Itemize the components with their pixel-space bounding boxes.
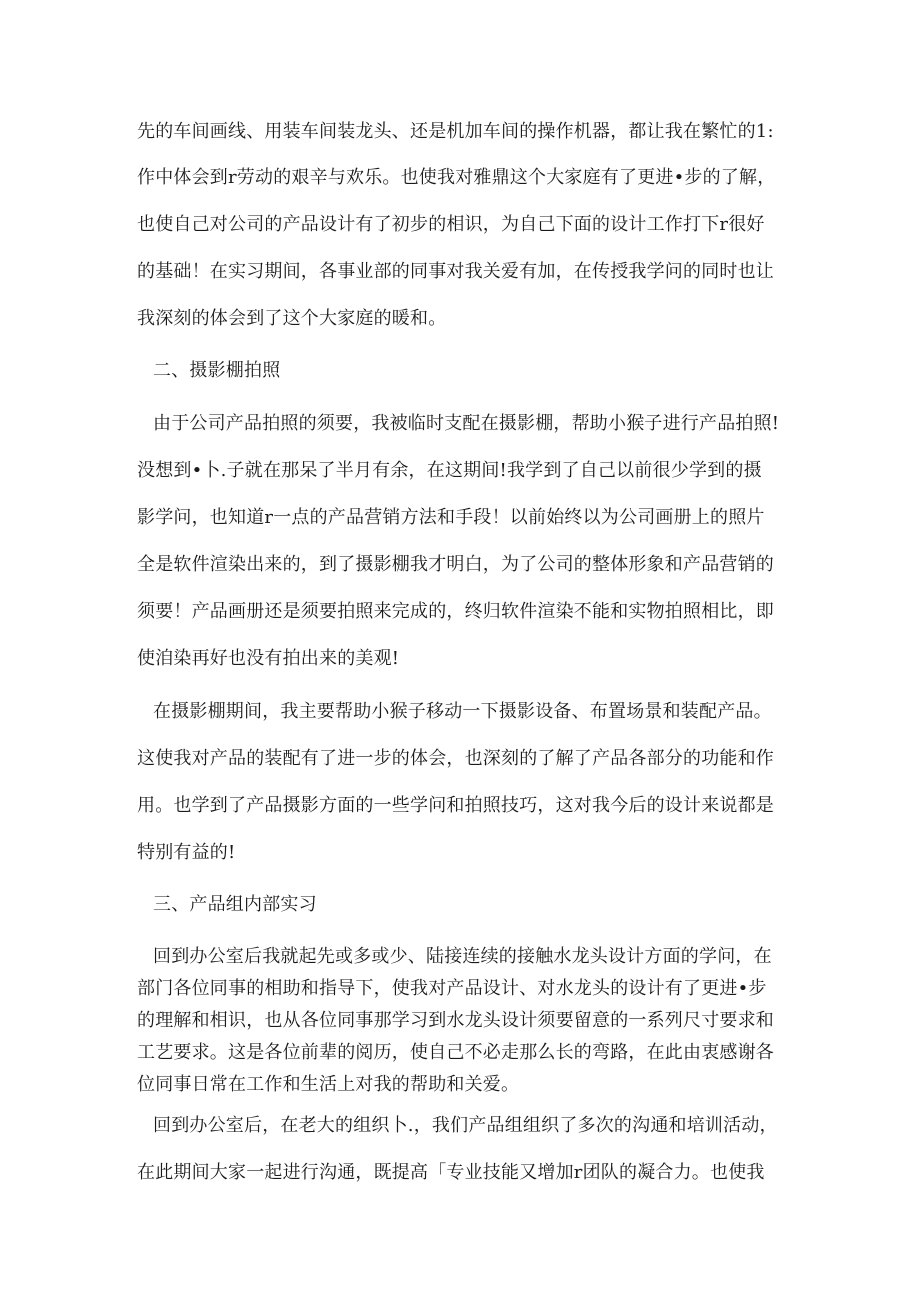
section-heading: 三、产品组内部实习 <box>153 894 317 915</box>
paragraph-line: 作中体会到r劳动的艰辛与欢乐。也使我对雅鼎这个大家庭有了更进•步的了解， <box>137 167 776 188</box>
paragraph-line: 回到办公室后我就起先或多或少、陆接连续的接触水龙头设计方面的学问，在 <box>153 946 772 967</box>
paragraph-line: 部门各位同事的相助和指导下，使我对产品设计、对水龙头的设计有了更进•步 <box>137 978 767 999</box>
paragraph-line: 工艺要求。这是各位前辈的阅历，使自己不必走那么长的弯路，在此由衷感谢各 <box>137 1042 774 1063</box>
paragraph-line: 全是软件渲染出来的，到了摄影棚我才明白，为了公司的整体形象和产品营销的 <box>137 554 774 575</box>
paragraph-line: 我深刻的体会到了这个大家庭的暖和。 <box>137 308 447 329</box>
paragraph-line: 在摄影棚期间，我主要帮助小猴子移动一下摄影设备、布置场景和装配产品。 <box>153 701 772 722</box>
paragraph-line: 由于公司产品拍照的须要，我被临时支配在摄影棚，帮助小猴子进行产品拍照! <box>153 413 780 434</box>
paragraph-line: 先的车间画线、用装车间装龙头、还是机加车间的操作机器，都让我在繁忙的1: <box>137 121 774 142</box>
paragraph-line: 回到办公室后，在老大的组织卜.，我们产品组组织了多次的沟通和培训活动， <box>153 1115 778 1136</box>
paragraph-line: 使洎染再好也没有拍出来的美观! <box>137 648 400 669</box>
paragraph-line: 的基础！在实习期间，各事业部的同事对我关爱有加，在传授我学问的同时也让 <box>137 261 774 282</box>
paragraph-line: 特别有益的! <box>137 842 236 863</box>
paragraph-line: 没想到•卜.子就在那呆了半月有余，在这期间!我学到了自己以前很少学到的摄 <box>137 460 762 481</box>
paragraph-line: 在此期间大家一起进行沟通，既提高「专业技能又增加r团队的凝合力。也使我 <box>137 1162 765 1183</box>
paragraph-line: 位同事日常在工作和生活上对我的帮助和关爱。 <box>137 1074 520 1095</box>
section-heading: 二、摄影棚拍照 <box>153 360 281 381</box>
paragraph-line: 影学问，也知道r一点的产品营销方法和手段！以前始终以为公司画册上的照片 <box>137 507 765 528</box>
paragraph-line: 须要！产品画册还是须要拍照来完成的，终归软件渲染不能和实物拍照相比，即 <box>137 601 774 622</box>
paragraph-line: 用。也学到了产品摄影方面的一些学问和拍照技巧，这对我今后的设计来说都是 <box>137 795 774 816</box>
paragraph-line: 这使我对产品的装配有了进一步的体会，也深刻的了解了产品各部分的功能和作 <box>137 748 774 769</box>
paragraph-line: 的理解和相识，也从各位同事那学习到水龙头设计须要留意的一系列尺寸要求和 <box>137 1010 774 1031</box>
paragraph-line: 也使自己对公司的产品设计有了初步的相识，为自己下面的设计工作打下r很好 <box>137 214 765 235</box>
